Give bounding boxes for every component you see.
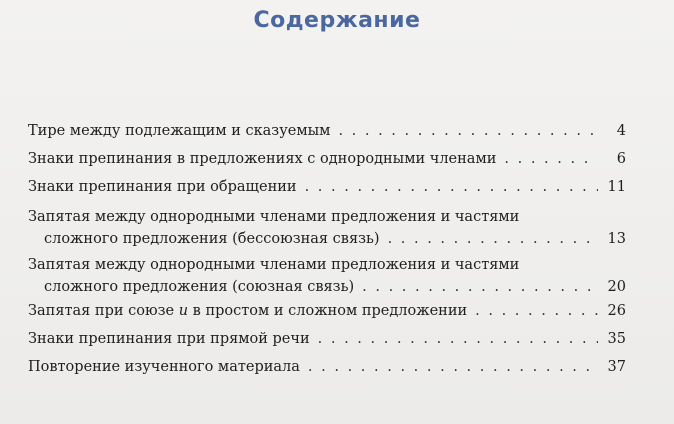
toc-entry-title: Повторение изученного материала [28,359,300,375]
toc-entry[interactable] [28,356,626,378]
toc-entry[interactable] [28,300,626,322]
toc-page-number: 11 [607,179,626,195]
toc-page-number: 37 [607,359,626,375]
toc-entry-title-italic: и [178,303,189,319]
toc-page-number: 4 [616,123,626,139]
toc-page-number: 13 [607,231,626,247]
toc-page-number: 20 [607,279,626,295]
toc-entry-title [28,300,467,322]
toc-entry[interactable] [28,176,626,198]
dot-leader [338,120,598,142]
toc-entry-title: Знаки препинания в предложениях с однородными членами [28,151,497,167]
dot-leader [305,176,598,198]
toc-entry[interactable] [28,328,626,350]
dot-leader [318,328,598,350]
dot-leader [308,356,598,378]
dot-leader [475,300,598,322]
toc-entry-title-continued: сложного предложения (бессоюзная связь) [44,231,380,247]
toc-entry-title: Запятая между однородными членами предложения и частями [28,257,520,273]
toc-page-number: 6 [616,151,626,167]
dot-leader [504,148,598,170]
toc-entry-title: Знаки препинания при прямой речи [28,331,310,347]
toc-entry-title: Запятая между однородными членами предложения и частями [28,209,520,225]
toc-entry[interactable] [28,254,626,298]
toc-entry-title-part: в простом и сложном предложении [192,303,468,319]
dot-leader [362,276,598,298]
toc-page-number: 35 [607,331,626,347]
toc-entry[interactable] [28,148,626,170]
toc-entry-title: Тире между подлежащим и сказуемым [28,123,331,139]
dot-leader [388,228,598,250]
toc-entry-title-part: Запятая при союзе [28,303,175,319]
page-title: Содержание [253,8,421,33]
toc-page-number: 26 [607,303,626,319]
toc-entry-title-continued: сложного предложения (союзная связь) [44,279,355,295]
toc-entry[interactable] [28,120,626,142]
toc-entry[interactable] [28,206,626,250]
toc-entry-title: Знаки препинания при обращении [28,179,297,195]
